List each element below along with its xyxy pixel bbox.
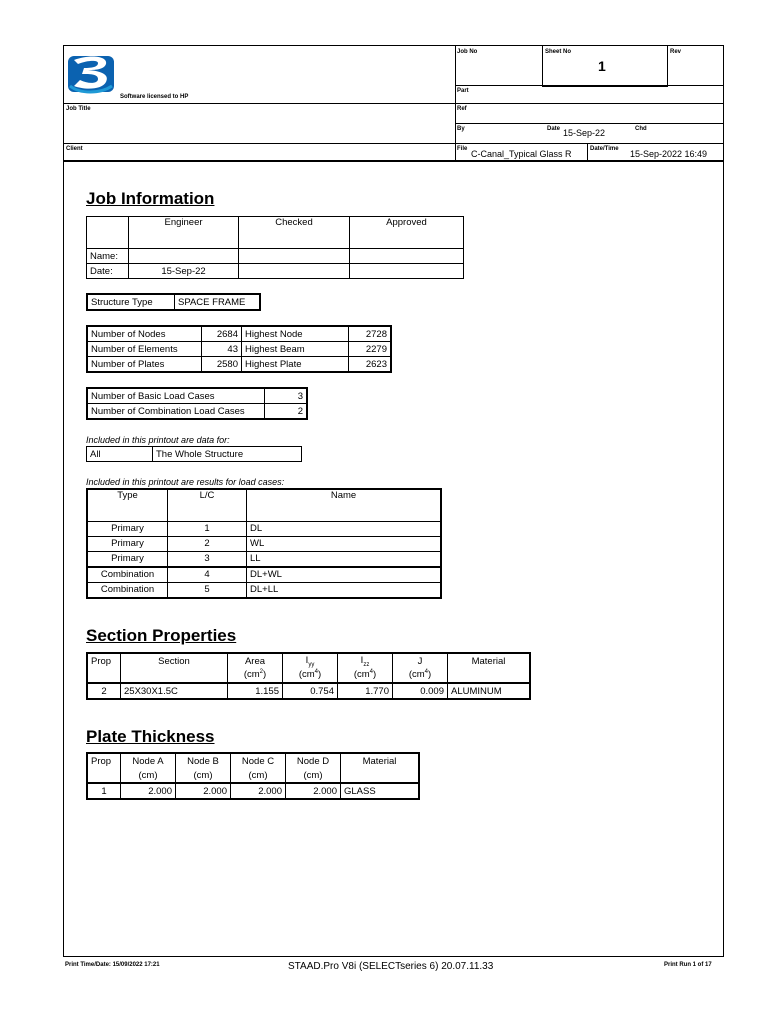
section-properties-table <box>86 652 531 700</box>
node-a-header: Node A <box>121 753 176 768</box>
section-header: Section <box>121 653 228 668</box>
node-d-value: 2.000 <box>286 783 341 799</box>
lc-type: Combination <box>87 567 168 583</box>
lc-number: 1 <box>168 521 247 536</box>
table-row <box>87 783 419 799</box>
j-header: J <box>393 653 448 668</box>
iyy-value: 0.754 <box>283 683 338 699</box>
structure-type-table <box>86 293 261 311</box>
datetime-label: Date/Time <box>590 146 619 152</box>
engineer-header: Engineer <box>129 217 239 249</box>
count-value: 2580 <box>202 357 242 373</box>
lc-number: 3 <box>168 551 247 567</box>
highest-label: Highest Plate <box>242 357 349 373</box>
combo-load-value: 2 <box>265 404 308 420</box>
plate-thickness-table <box>86 752 420 800</box>
lc-type: Primary <box>87 536 168 551</box>
job-no-label: Job No <box>457 49 478 55</box>
table-row <box>87 582 441 598</box>
sheet-no-label: Sheet No <box>545 49 572 55</box>
basic-load-value: 3 <box>265 388 308 404</box>
table-row <box>87 357 391 373</box>
unit-label: (cm) <box>231 768 286 783</box>
combo-load-label: Number of Combination Load Cases <box>87 404 265 420</box>
sheet-no-value: 1 <box>598 58 606 74</box>
iyy-header: $I_{yy}$ <box>283 653 338 668</box>
count-label: Number of Elements <box>87 342 202 357</box>
name-header: Name <box>247 489 442 521</box>
lc-name: DL <box>247 521 442 536</box>
lc-type: Primary <box>87 521 168 536</box>
by-label: By <box>457 126 465 132</box>
date-row-label: Date: <box>87 264 129 279</box>
node-c-header: Node C <box>231 753 286 768</box>
area-unit: $(cm^2)$ <box>228 668 283 683</box>
scope-value: All <box>87 447 153 462</box>
lc-name: WL <box>247 536 442 551</box>
file-label: File <box>457 146 468 152</box>
iyy-unit: $(cm^4)$ <box>283 668 338 683</box>
area-value: 1.155 <box>228 683 283 699</box>
lc-number: 2 <box>168 536 247 551</box>
basic-load-label: Number of Basic Load Cases <box>87 388 265 404</box>
table-row <box>87 683 530 699</box>
datetime-value: 15-Sep-2022 16:49 <box>630 149 708 159</box>
company-logo <box>66 50 118 94</box>
lc-type: Primary <box>87 551 168 567</box>
highest-value: 2728 <box>349 326 392 342</box>
lc-header: L/C <box>168 489 247 521</box>
count-value: 2684 <box>202 326 242 342</box>
material-value: ALUMINUM <box>448 683 531 699</box>
name-label: Name: <box>87 249 129 264</box>
date-label: Date <box>547 126 561 132</box>
izz-value: 1.770 <box>338 683 393 699</box>
license-text: Software licensed to HP <box>120 94 189 100</box>
table-row <box>87 551 441 567</box>
included-data-note: Included in this printout are data for: <box>86 435 230 445</box>
section-properties-title: Section Properties <box>86 626 237 645</box>
count-label: Number of Nodes <box>87 326 202 342</box>
counts-table <box>86 325 392 373</box>
node-d-header: Node D <box>286 753 341 768</box>
load-cases-table <box>86 488 442 599</box>
lc-number: 5 <box>168 582 247 598</box>
file-value: C-Canal_Typical Glass R <box>471 149 572 159</box>
load-counts-table <box>86 387 308 420</box>
load-cases-note: Included in this printout are results for load cases: <box>86 477 285 487</box>
j-value: 0.009 <box>393 683 448 699</box>
included-data-table <box>86 446 302 462</box>
highest-label: Highest Node <box>242 326 349 342</box>
job-information-title: Job Information <box>86 189 215 208</box>
print-time: Print Time/Date: 15/09/2022 17:21 <box>65 962 160 968</box>
material-header: Material <box>448 653 531 668</box>
structure-type-value: SPACE FRAME <box>175 294 261 310</box>
engineer-date: 15-Sep-22 <box>129 264 239 279</box>
highest-value: 2623 <box>349 357 392 373</box>
lc-type: Combination <box>87 582 168 598</box>
unit-label: (cm) <box>286 768 341 783</box>
checked-header: Checked <box>239 217 350 249</box>
count-value: 43 <box>202 342 242 357</box>
table-row <box>87 521 441 536</box>
lc-number: 4 <box>168 567 247 583</box>
type-header: Type <box>87 489 168 521</box>
ref-label: Ref <box>457 106 467 112</box>
table-row <box>87 536 441 551</box>
count-label: Number of Plates <box>87 357 202 373</box>
software-version: STAAD.Pro V8i (SELECTseries 6) 20.07.11.33 <box>288 961 494 972</box>
material-value: GLASS <box>341 783 420 799</box>
prop-value: 2 <box>87 683 121 699</box>
lc-name: LL <box>247 551 442 567</box>
structure-type-label: Structure Type <box>87 294 175 310</box>
lc-name: DL+LL <box>247 582 442 598</box>
table-row <box>87 342 391 357</box>
izz-header: $I_{zz}$ <box>338 653 393 668</box>
node-b-value: 2.000 <box>176 783 231 799</box>
node-c-value: 2.000 <box>231 783 286 799</box>
section-value: 25X30X1.5C <box>121 683 228 699</box>
unit-label: (cm) <box>176 768 231 783</box>
date-value: 15-Sep-22 <box>563 128 606 138</box>
area-header: Area <box>228 653 283 668</box>
part-label: Part <box>457 88 469 94</box>
unit-label: (cm) <box>121 768 176 783</box>
bentley-logo-icon <box>66 50 118 94</box>
rev-label: Rev <box>670 49 682 55</box>
lc-name: DL+WL <box>247 567 442 583</box>
plate-thickness-title: Plate Thickness <box>86 727 215 746</box>
job-title-label: Job Title <box>66 106 91 112</box>
prop-value: 1 <box>87 783 121 799</box>
table-row <box>87 567 441 583</box>
izz-unit: $(cm^4)$ <box>338 668 393 683</box>
highest-value: 2279 <box>349 342 392 357</box>
client-label: Client <box>66 146 83 152</box>
material-header: Material <box>341 753 420 768</box>
prop-header: Prop <box>87 653 121 668</box>
chd-label: Chd <box>635 126 647 132</box>
prop-header: Prop <box>87 753 121 768</box>
job-information-table <box>86 216 464 279</box>
approved-header: Approved <box>350 217 464 249</box>
table-row <box>87 326 391 342</box>
j-unit: $(cm^4)$ <box>393 668 448 683</box>
highest-label: Highest Beam <box>242 342 349 357</box>
node-a-value: 2.000 <box>121 783 176 799</box>
scope-description: The Whole Structure <box>153 447 302 462</box>
print-run: Print Run 1 of 17 <box>664 962 712 968</box>
node-b-header: Node B <box>176 753 231 768</box>
